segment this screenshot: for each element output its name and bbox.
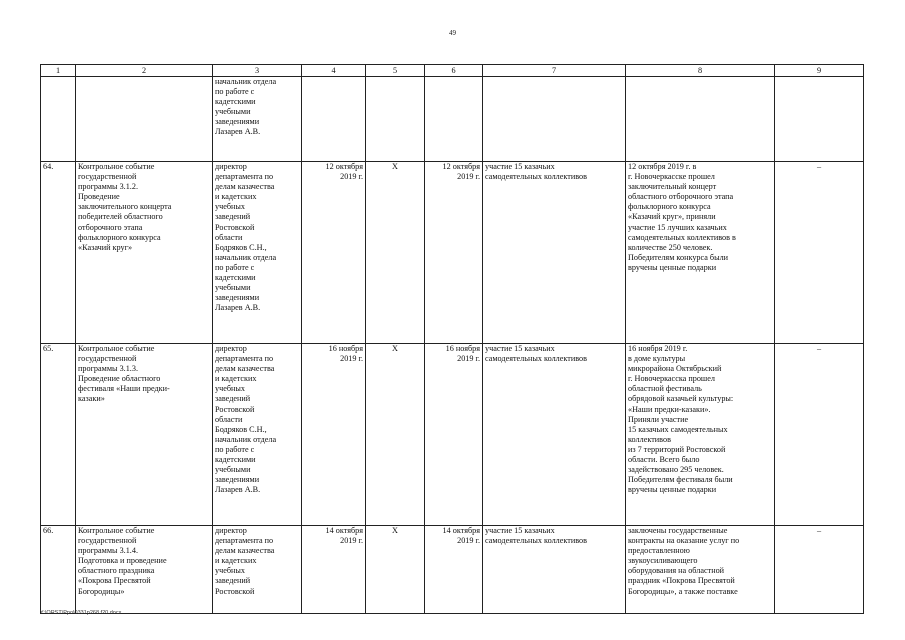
fact-date-cell: 14 октября 2019 г.	[425, 526, 483, 614]
row-number-cell: 65.	[41, 344, 76, 526]
table-row-continued	[41, 77, 864, 162]
fact-date-cell: 16 ноября 2019 г.	[425, 344, 483, 526]
column-header: 4	[302, 65, 366, 77]
note-cell: –	[775, 162, 864, 344]
row-number-cell: 66.	[41, 526, 76, 614]
responsible-cell: начальник отдела по работе с кадетскими учебными заведениями Лазарев А.В.	[213, 77, 302, 162]
event-cell	[76, 77, 213, 162]
fact-date-cell: 12 октября 2019 г.	[425, 162, 483, 344]
note-cell: –	[775, 344, 864, 526]
plan-date-cell	[302, 77, 366, 162]
table-row	[41, 526, 864, 614]
row-number-cell	[41, 77, 76, 162]
info-cell: заключены государственные контракты на оказание услуг по предоставленною звукоусиливающего оборудования на областной праздник «Покрова Пресвятой Богородицы», а также поставке	[626, 526, 775, 614]
column-header: 2	[76, 65, 213, 77]
result-cell: участие 15 казачьих самодеятельных коллективов	[483, 344, 626, 526]
responsible-cell: директор департамента по делам казачества и кадетских учебных заведений Ростовской области Бодряков С.Н., начальник отдела по работе с кадетскими учебными заведениями Лазарев А.В.	[213, 162, 302, 344]
column-header: 5	[366, 65, 425, 77]
column-header: 9	[775, 65, 864, 77]
table-row	[41, 344, 864, 526]
info-cell: 12 октября 2019 г. в г. Новочеркасске прошел заключительный концерт областного отборочного этапа фольклорного конкурса «Казачий круг», приняли участие 15 лучших казачьих самодеятельных коллективов в количестве 250 человек. Победителям конкурса были вручены ценные подарки	[626, 162, 775, 344]
responsible-cell: директор департамента по делам казачества и кадетских учебных заведений Ростовской	[213, 526, 302, 614]
fact-date-cell	[425, 77, 483, 162]
plan-date-cell: 12 октября 2019 г.	[302, 162, 366, 344]
column-header: 7	[483, 65, 626, 77]
col5-cell	[366, 77, 425, 162]
report-table	[40, 64, 864, 614]
col5-cell: Х	[366, 526, 425, 614]
event-cell: Контрольное событие государственной программы 3.1.4. Подготовка и проведение областного праздника «Покрова Пресвятой Богородицы»	[76, 526, 213, 614]
table-row	[41, 162, 864, 344]
event-cell: Контрольное событие государственной программы 3.1.3. Проведение областного фестиваля «Наши предки- казаки»	[76, 344, 213, 526]
col5-cell: Х	[366, 162, 425, 344]
responsible-cell: директор департамента по делам казачества и кадетских учебных заведений Ростовской области Бодряков С.Н., начальник отдела по работе с кадетскими учебными заведениями Лазарев А.В.	[213, 344, 302, 526]
result-cell: участие 15 казачьих самодеятельных коллективов	[483, 162, 626, 344]
col5-cell: Х	[366, 344, 425, 526]
note-cell: –	[775, 526, 864, 614]
row-number-cell: 64.	[41, 162, 76, 344]
column-header: 8	[626, 65, 775, 77]
header-row	[41, 65, 864, 77]
column-header: 6	[425, 65, 483, 77]
column-header: 1	[41, 65, 76, 77]
event-cell: Контрольное событие государственной программы 3.1.2. Проведение заключительного концерта победителей областного отборочного этапа фольклорного конкурса «Казачий круг»	[76, 162, 213, 344]
result-cell: участие 15 казачьих самодеятельных коллективов	[483, 526, 626, 614]
info-cell	[626, 77, 775, 162]
file-path-footer: Y:\ORST\Ppo\0331p268.f20.docx	[40, 610, 122, 616]
info-cell: 16 ноября 2019 г. в доме культуры микрорайона Октябрьский г. Новочеркасска прошел областной фестиваль обрядовой казачьей культуры: «Наши предки-казаки». Приняли участие 15 казачьих самодеятельных коллективов из 7 территорий Ростовской области. Всего было задействовано 295 человек. Победителям фестиваля были вручены ценные подарки	[626, 344, 775, 526]
result-cell	[483, 77, 626, 162]
plan-date-cell: 14 октября 2019 г.	[302, 526, 366, 614]
page-number: 49	[449, 29, 456, 37]
plan-date-cell: 16 ноября 2019 г.	[302, 344, 366, 526]
column-header: 3	[213, 65, 302, 77]
note-cell	[775, 77, 864, 162]
